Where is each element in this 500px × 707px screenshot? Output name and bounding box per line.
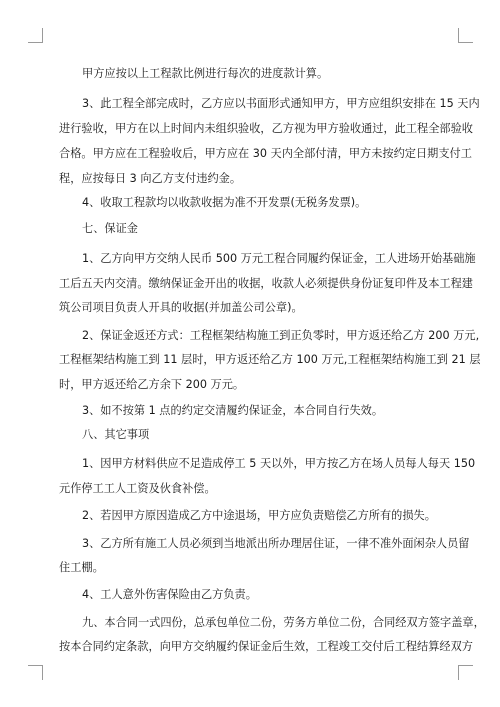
section-heading: 八、其它事项 — [82, 428, 150, 441]
paragraph-line: 3、如不按第 1 点的约定交清履约保证金，本合同自行失效。 — [82, 404, 384, 417]
paragraph-line: 进行验收，甲方在以上时间内未组织验收，乙方视为甲方验收通过，此工程全部验收 — [59, 122, 473, 135]
paragraph-line: 工程框架结构施工到 11 层时，甲方返还给乙方 100 万元,工程框架结构施工到 21 层 — [59, 353, 481, 366]
crop-mark-bottom-right — [458, 665, 473, 680]
paragraph-line: 2、若因甲方原因造成乙方中途退场，甲方应负责赔偿乙方所有的损失。 — [82, 509, 436, 522]
paragraph-line: 1、乙方向甲方交纳人民币 500 万元工程合同履约保证金，工人进场开始基础施 — [82, 252, 476, 265]
paragraph-line: 3、此工程全部完成时，乙方应以书面形式通知甲方，甲方应组织安排在 15 天内 — [82, 97, 480, 110]
crop-mark-top-right — [458, 28, 473, 43]
crop-mark-bottom-left — [28, 665, 43, 680]
paragraph-line: 甲方应按以上工程款比例进行每次的进度款计算。 — [82, 67, 329, 80]
paragraph-line: 程，应按每日 3 向乙方支付违约金。 — [59, 172, 242, 185]
crop-mark-top-left — [28, 28, 43, 43]
paragraph-line: 按本合同约定条款，向甲方交纳履约保证金后生效，工程竣工交付后工程结算经双方 — [59, 640, 473, 653]
paragraph-line: 4、收取工程款均以收款收据为准不开发票(无税务发票)。 — [82, 196, 367, 209]
paragraph-line: 筑公司项目负责人开具的收据(并加盖公司公章)。 — [59, 301, 303, 314]
paragraph-line: 九、本合同一式四份，总承包单位二份，劳务方单位二份，合同经双方签字盖章， — [82, 616, 485, 629]
paragraph-line: 2、保证金返还方式：工程框架结构施工到正负零时，甲方返还给乙方 200 万元, — [82, 329, 480, 342]
paragraph-line: 4、工人意外伤害保险由乙方负责。 — [82, 588, 257, 601]
paragraph-line: 元作停工工人工资及伙食补偿。 — [59, 482, 216, 495]
paragraph-line: 住工棚。 — [59, 561, 104, 574]
paragraph-line: 工后五天内交清。缴纳保证金开出的收据，收款人必须提供身份证复印件及本工程建 — [59, 277, 473, 290]
paragraph-line: 3、乙方所有施工人员必须到当地派出所办理居住证，一律不准外面闲杂人员留 — [82, 537, 470, 550]
paragraph-line: 合格。甲方应在工程验收后，甲方应在 30 天内全部付清，甲方未按约定日期支付工 — [59, 147, 472, 160]
paragraph-line: 1、因甲方材料供应不足造成停工 5 天以外，甲方按乙方在场人员每人每天 150 — [82, 457, 476, 470]
paragraph-line: 时，甲方返还给乙方余下 200 万元。 — [59, 378, 245, 391]
section-heading: 七、保证金 — [82, 222, 138, 235]
